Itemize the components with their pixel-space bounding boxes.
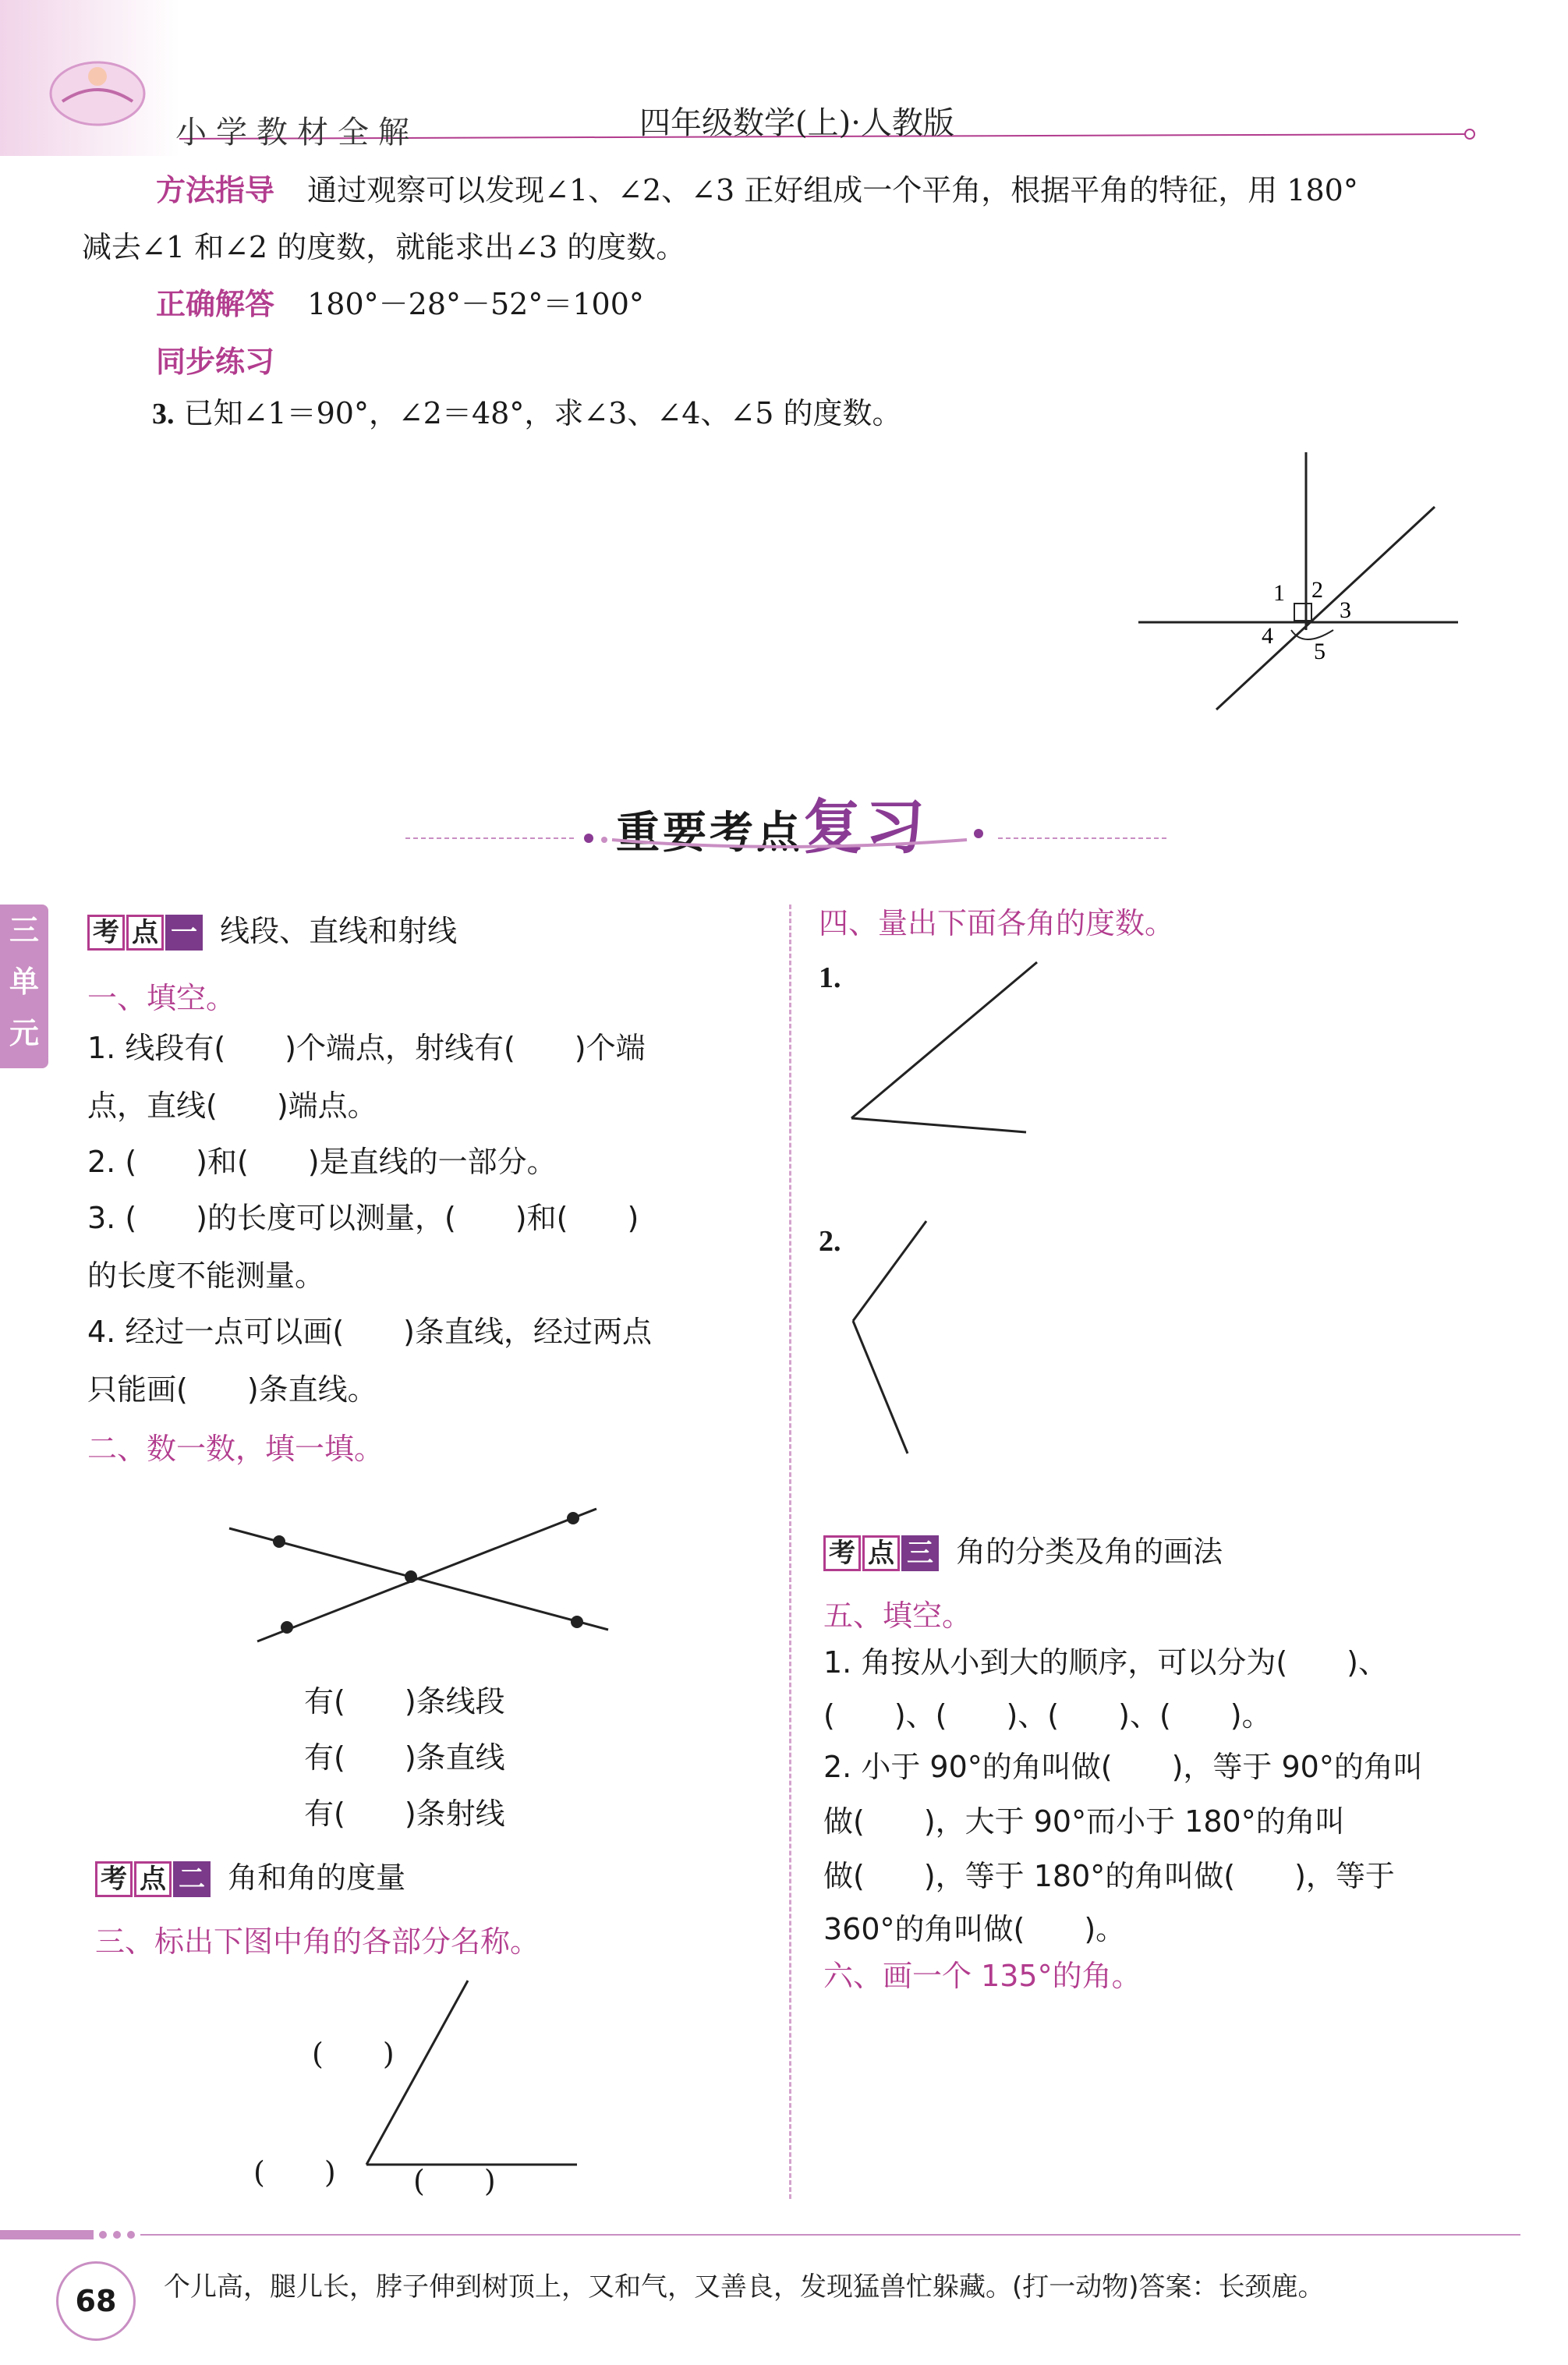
practice-label: 同步练习 [156, 345, 275, 379]
left-q4a: 4. 经过一点可以画( )条直线，经过两点 [87, 1315, 652, 1349]
s4-title: 四、量出下面各角的度数。 [819, 906, 1175, 940]
book-logo-icon [51, 62, 144, 125]
kp1-tag-1: 考 [87, 915, 125, 951]
unit-tab-char-1: 三 [9, 913, 39, 947]
s3-title: 三、标出下图中角的各部分名称。 [95, 1924, 540, 1959]
crossing-lines-figure [226, 1497, 624, 1653]
column-divider [789, 905, 791, 2199]
s6-title: 六、画一个 135°的角。 [823, 1959, 1141, 1993]
kp3-heading [823, 1535, 1223, 1571]
left-q3b: 的长度不能测量。 [87, 1259, 325, 1293]
diagram-label-5: 5 [1314, 639, 1326, 664]
page-number: 68 [56, 2261, 136, 2341]
right-q2c: 做( )，等于 180°的角叫做( )，等于 [823, 1859, 1395, 1893]
label-vertex: ( ) [253, 2155, 336, 2190]
method-text-1: 通过观察可以发现∠1、∠2、∠3 正好组成一个平角，根据平角的特征，用 180° [307, 173, 1358, 207]
subject-title: 四年级数学(上)·人教版 [639, 105, 954, 141]
kp3-tag-2: 点 [862, 1535, 900, 1571]
answer-row [156, 287, 644, 323]
diagram-label-3: 3 [1340, 597, 1351, 623]
method-text-2: 减去∠1 和∠2 的度数，就能求出∠3 的度数。 [82, 230, 686, 264]
method-paragraph [156, 173, 1358, 209]
angle-1-figure [842, 959, 1060, 1138]
unit-tab-char-3: 元 [9, 1016, 39, 1050]
right-q1b: ( )、( )、( )、( )。 [823, 1698, 1272, 1733]
diagram-label-2: 2 [1311, 577, 1323, 603]
right-q1a: 1. 角按从小到大的顺序，可以分为( )、 [823, 1645, 1388, 1680]
left-q1b: 点，直线( )端点。 [87, 1089, 377, 1123]
unit-tab [0, 905, 48, 1068]
title-underline [405, 823, 1170, 854]
label-side: ( ) [312, 2037, 395, 2071]
diagram-label-1: 1 [1273, 580, 1285, 606]
kp1-heading [87, 914, 457, 951]
left-q3a: 3. ( )的长度可以测量，( )和( ) [87, 1201, 639, 1235]
s1-title: 一、填空。 [87, 981, 236, 1015]
kp3-tag-1: 考 [823, 1535, 861, 1571]
count-rays: 有( )条射线 [304, 1797, 505, 1831]
kp1-title: 线段、直线和射线 [220, 914, 458, 948]
answer-label: 正确解答 [156, 287, 275, 321]
kp2-tag-3: 二 [173, 1861, 211, 1897]
kp2-heading [95, 1860, 405, 1897]
right-q2a: 2. 小于 90°的角叫做( )，等于 90°的角叫 [823, 1750, 1423, 1784]
review-title-normal: 重要考点 [616, 807, 803, 859]
review-title-big: 复习 [803, 792, 928, 862]
label-base: ( ) [413, 2164, 496, 2198]
kp1-tag-2: 点 [126, 915, 164, 951]
practice-question [152, 396, 901, 433]
angle-parts-figure [359, 1973, 593, 2176]
practice-number: 3. [152, 398, 175, 430]
footer-riddle: 个儿高，腿儿长，脖子伸到树顶上，又和气，又善良，发现猛兽忙躲藏。(打一动物)答案：长颈鹿。 [164, 2271, 1325, 2303]
left-q1a: 1. 线段有( )个端点，射线有( )个端 [87, 1031, 646, 1065]
kp2-tag-1: 考 [95, 1861, 133, 1897]
angle-2-number: 2. [819, 1225, 841, 1258]
kp2-tag-2: 点 [134, 1861, 172, 1897]
kp2-title: 角和角的度量 [228, 1860, 406, 1895]
book-title: 小学教材全解 [175, 115, 419, 150]
method-label: 方法指导 [156, 173, 275, 207]
unit-tab-char-2: 单 [9, 965, 39, 999]
left-q4b: 只能画( )条直线。 [87, 1372, 377, 1407]
count-lines: 有( )条直线 [304, 1740, 505, 1775]
answer-text: 180°－28°－52°＝100° [307, 287, 644, 321]
angle-1-number: 1. [819, 961, 841, 994]
s5-title: 五、填空。 [823, 1598, 972, 1633]
kp3-title: 角的分类及角的画法 [956, 1535, 1223, 1569]
angle-2-figure [842, 1216, 998, 1466]
s2-title: 二、数一数，填一填。 [87, 1432, 384, 1466]
right-q2d: 360°的角叫做( )。 [823, 1912, 1126, 1946]
kp3-tag-3: 三 [901, 1535, 939, 1571]
left-q2: 2. ( )和( )是直线的一部分。 [87, 1145, 557, 1179]
count-segments: 有( )条线段 [304, 1684, 505, 1719]
footer-decoration [0, 2215, 1568, 2261]
intersecting-lines-diagram [1138, 444, 1481, 717]
kp1-tag-3: 一 [165, 915, 203, 951]
right-q2b: 做( )，大于 90°而小于 180°的角叫 [823, 1804, 1345, 1839]
diagram-label-4: 4 [1262, 623, 1273, 649]
practice-text: 已知∠1＝90°，∠2＝48°，求∠3、∠4、∠5 的度数。 [183, 396, 902, 430]
